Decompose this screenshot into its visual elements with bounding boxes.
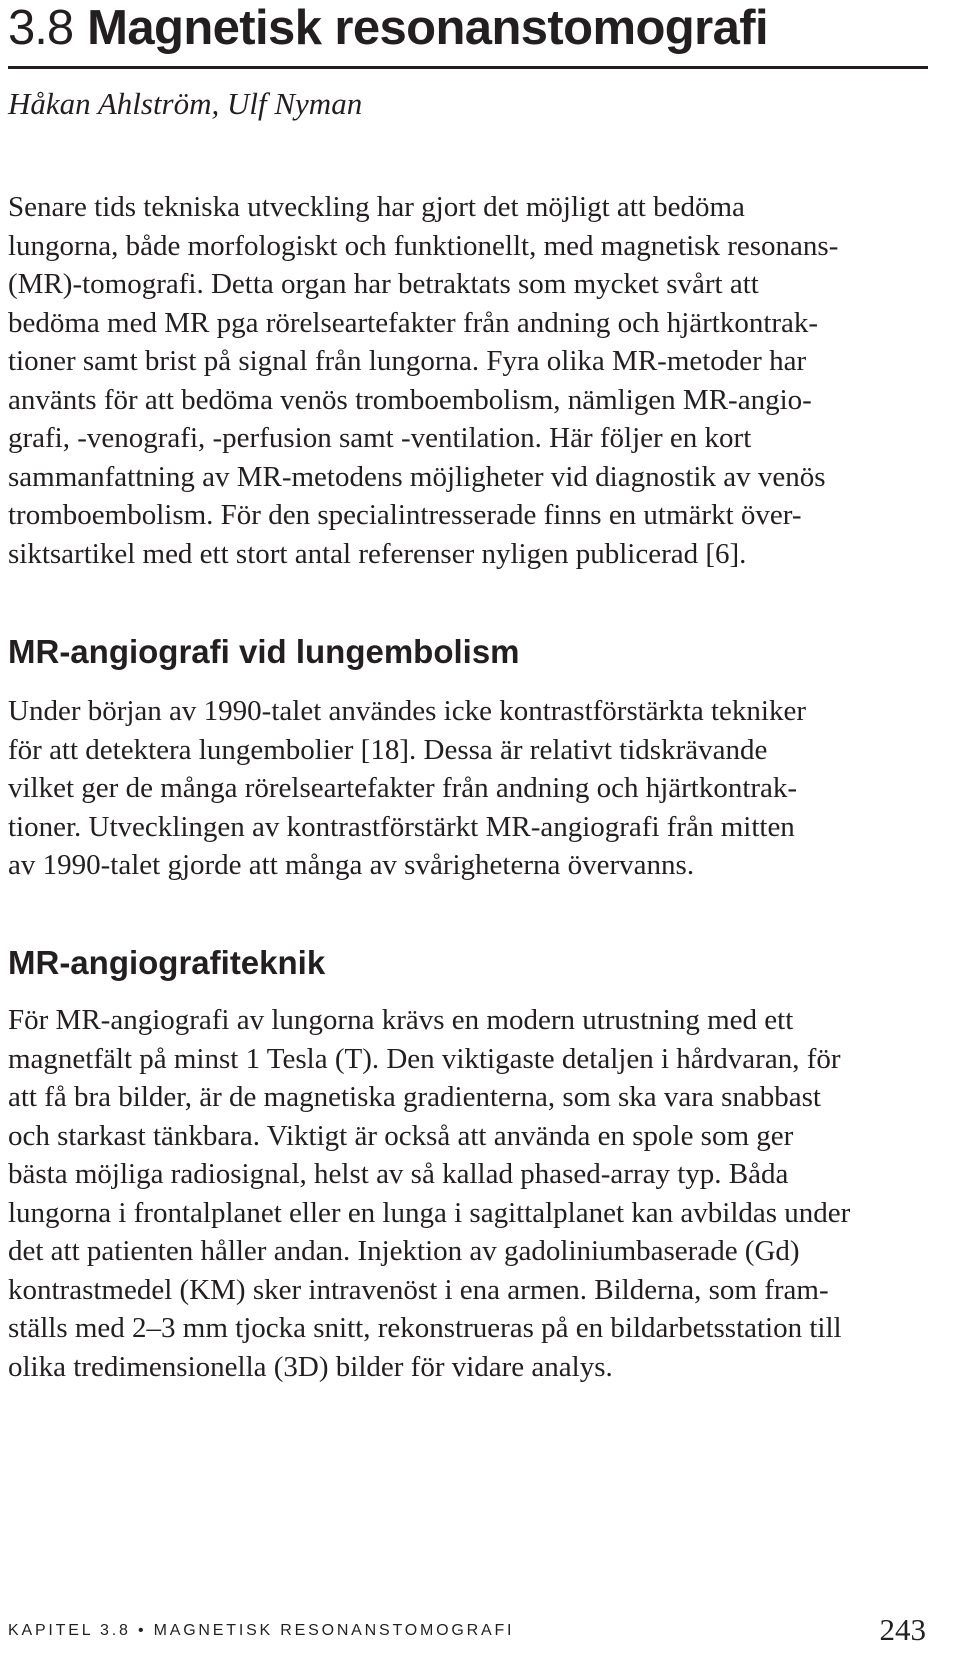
text-line: använts för att bedöma venös tromboembolism, nämligen MR-angio- xyxy=(8,383,812,416)
text-line: Senare tids tekniska utveckling har gjort det möjligt att bedöma xyxy=(8,191,745,223)
text-line: bedöma med MR pga rörelseartefakter från andning och hjärtkontrak- xyxy=(8,306,819,339)
intro-paragraph xyxy=(8,188,928,573)
section-heading-mr-angiografi-lungembolism: MR-angiografi vid lungembolism xyxy=(8,633,520,670)
text-line: kontrastmedel (KM) sker intravenöst i ena armen. Bilderna, som fram- xyxy=(8,1273,829,1306)
text-line: det att patienten håller andan. Injektion av gadoliniumbaserade (Gd) xyxy=(8,1235,800,1267)
text-line: siktsartikel med ett stort antal referenser nyligen publicerad [6]. xyxy=(8,537,747,570)
section2-paragraph xyxy=(8,1001,928,1386)
running-footer: KAPITEL 3.8 • MAGNETISK RESONANSTOMOGRAFI xyxy=(8,1622,515,1639)
text-line: För MR-angiografi av lungorna krävs en modern utrustning med ett xyxy=(8,1004,794,1036)
page-footer xyxy=(8,1612,928,1648)
text-line: lungorna i frontalplanet eller en lunga i sagittalplanet kan avbildas under xyxy=(8,1196,851,1229)
text-line: (MR)-tomografi. Detta organ har betraktats som mycket svårt att xyxy=(8,268,759,300)
text-line: tromboembolism. För den specialintresserade finns en utmärkt över- xyxy=(8,499,802,531)
text-line: av 1990-talet gjorde att många av svårigheterna övervanns. xyxy=(8,849,695,881)
text-line: ställs med 2–3 mm tjocka snitt, rekonstrueras på en bildarbetsstation till xyxy=(8,1312,842,1344)
section1-paragraph xyxy=(8,692,928,885)
chapter-title: Magnetisk resonanstomografi xyxy=(87,1,768,55)
text-line: olika tredimensionella (3D) bilder för vidare analys. xyxy=(8,1350,613,1383)
text-line: Under början av 1990-talet användes icke kontrastförstärkta tekniker xyxy=(8,695,807,727)
chapter-heading xyxy=(8,0,928,69)
page-number: 243 xyxy=(879,1612,926,1647)
text-line: lungorna, både morfologiskt och funktionellt, med magnetisk resonans- xyxy=(8,229,839,262)
text-line: att få bra bilder, är de magnetiska gradienterna, som ska vara snabbast xyxy=(8,1081,821,1113)
authors-byline: Håkan Ahlström, Ulf Nyman xyxy=(8,86,363,121)
text-line: grafi, -venografi, -perfusion samt -ventilation. Här följer en kort xyxy=(8,422,752,454)
text-line: tioner. Utvecklingen av kontrastförstärkt MR-angiografi från mitten xyxy=(8,810,795,843)
text-line: och starkast tänkbara. Viktigt är också att använda en spole som ger xyxy=(8,1119,794,1152)
text-line: sammanfattning av MR-metodens möjligheter vid diagnostik av venös xyxy=(8,460,826,493)
text-line: magnetfält på minst 1 Tesla (T). Den viktigaste detaljen i hårdvaran, för xyxy=(8,1042,841,1075)
chapter-number: 3.8 xyxy=(8,1,74,55)
text-line: tioner samt brist på signal från lungorna. Fyra olika MR-metoder har xyxy=(8,345,807,377)
document-page xyxy=(8,0,928,1660)
text-line: bästa möjliga radiosignal, helst av så kallad phased-array typ. Båda xyxy=(8,1158,789,1190)
text-line: vilket ger de många rörelseartefakter från andning och hjärtkontrak- xyxy=(8,772,798,804)
section-heading-mr-angiografiteknik: MR-angiografiteknik xyxy=(8,944,326,981)
text-line: för att detektera lungembolier [18]. Dessa är relativt tidskrävande xyxy=(8,733,768,766)
